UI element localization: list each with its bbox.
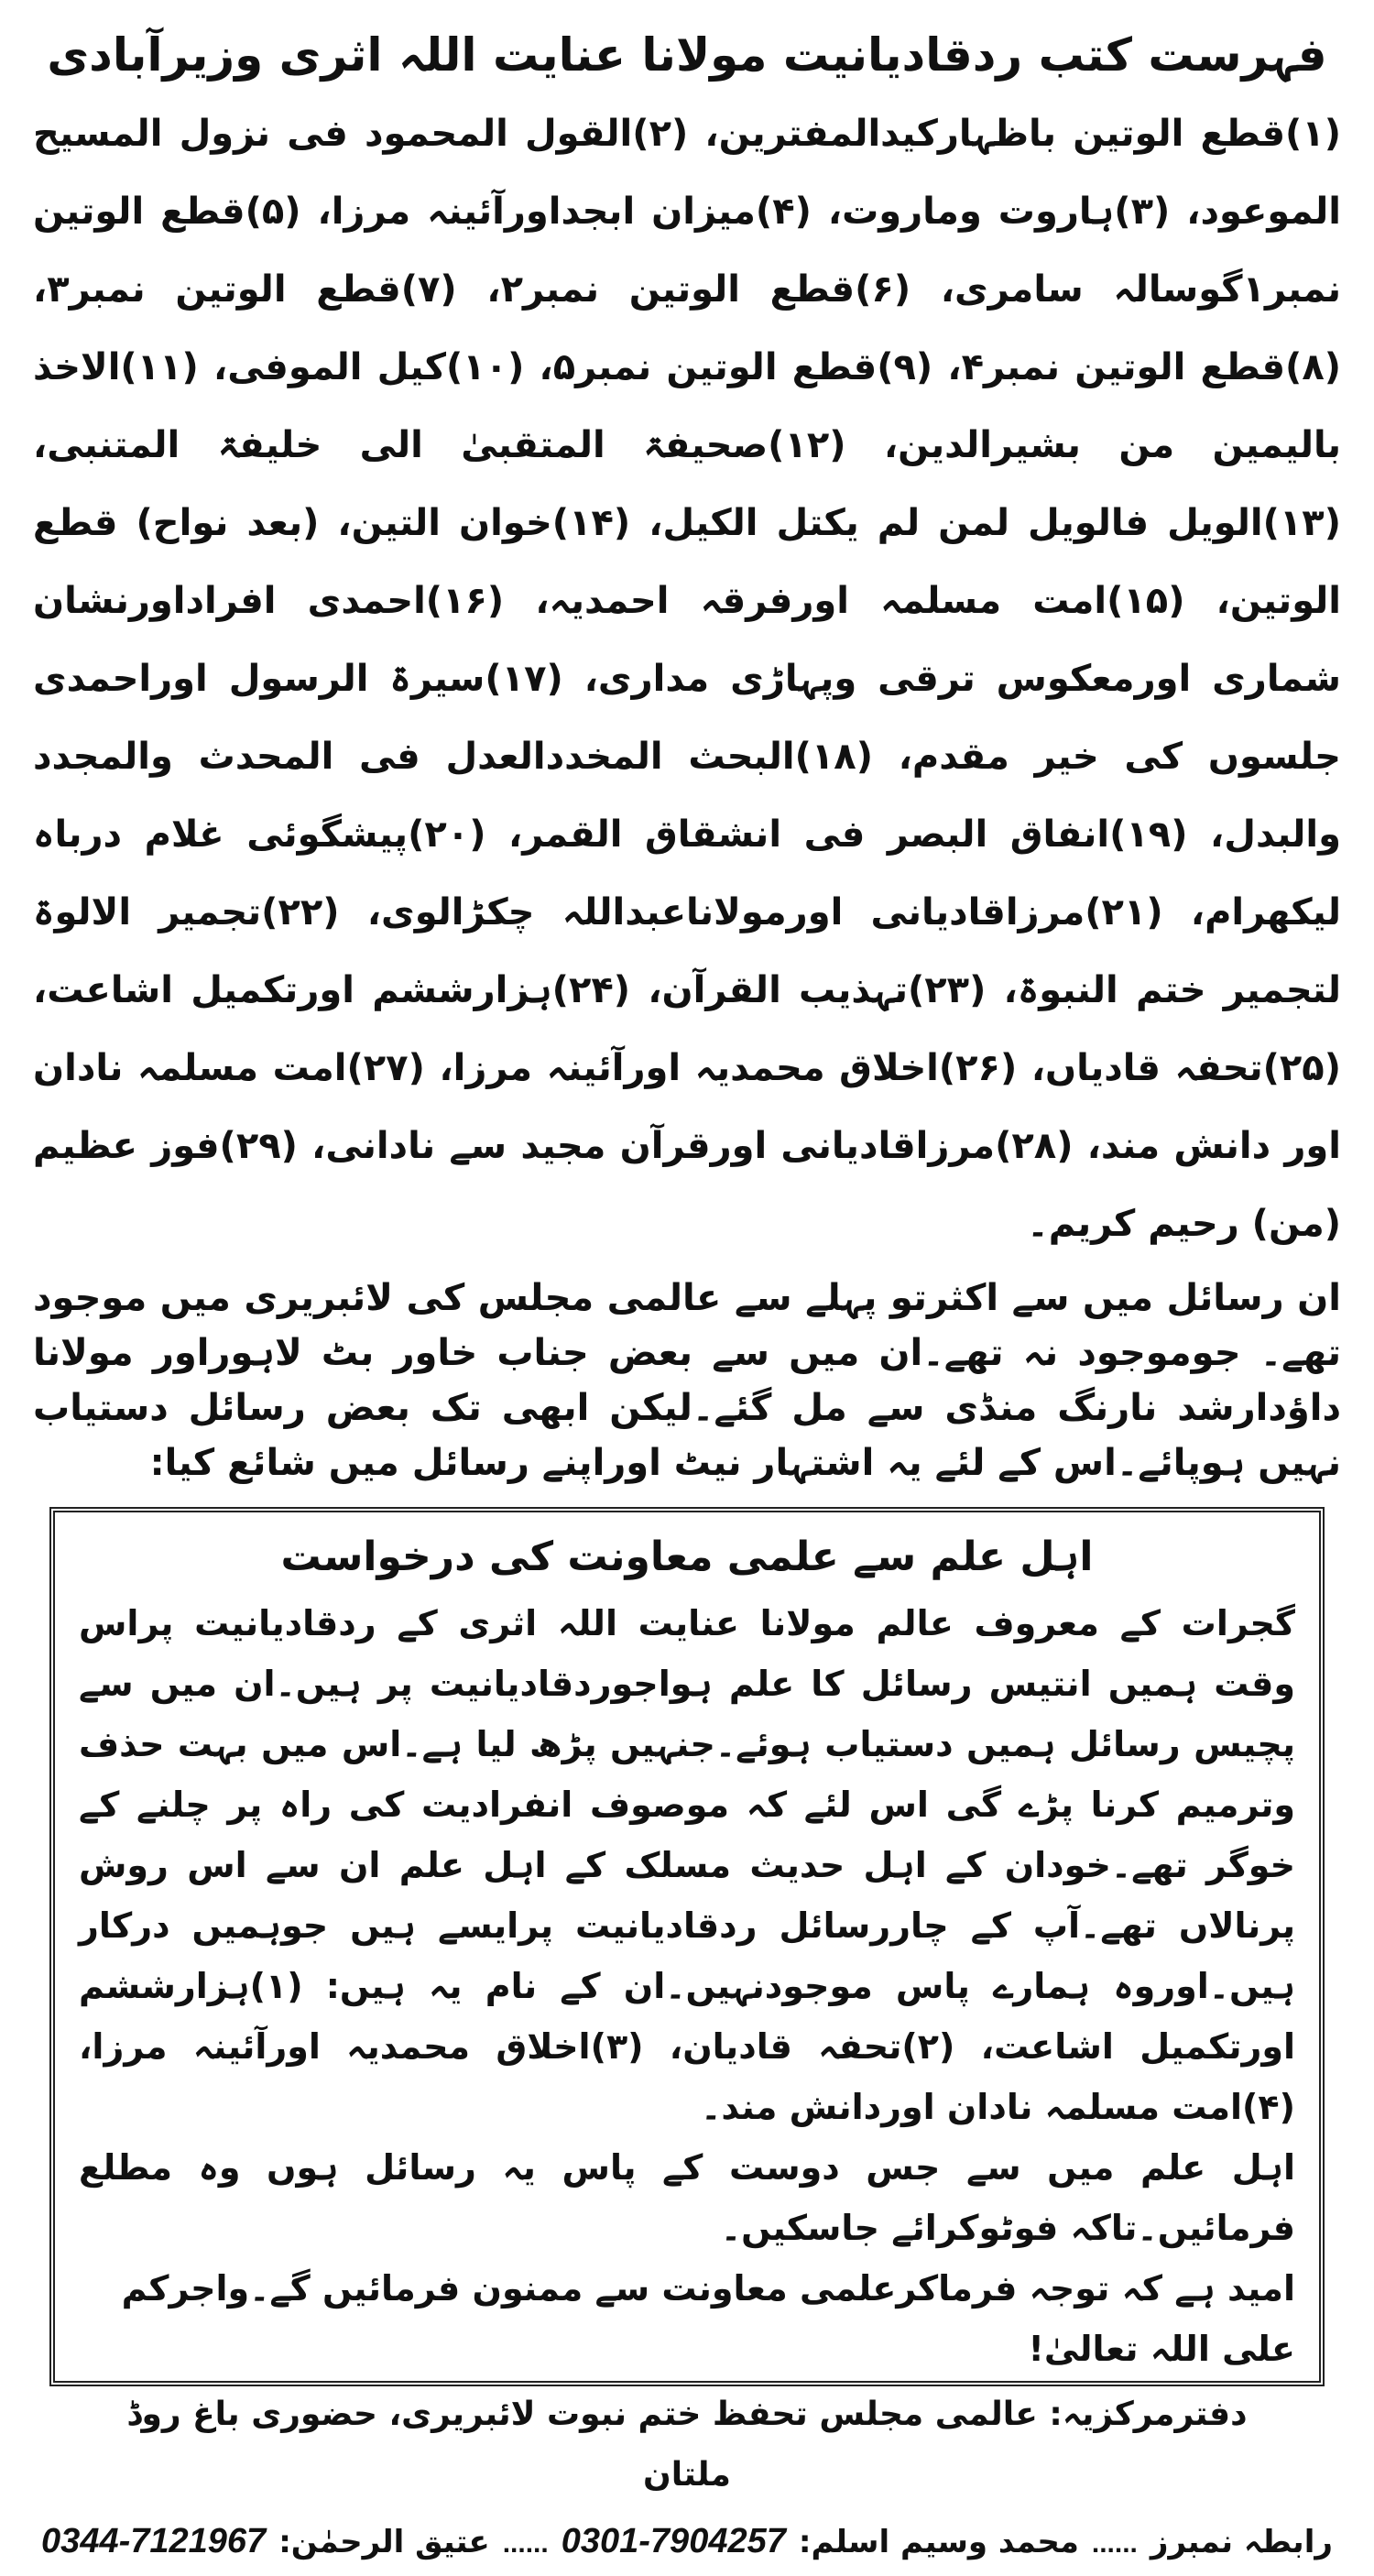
- request-notice-box: [41, 1507, 1333, 2560]
- request-body: گجرات کے معروف عالم مولانا عنایت اللہ اثری کے ردقادیانیت پراس وقت ہمیں انتیس رسائل کا علم ہواجوردقادیانیت پر ہیں۔ان میں سے پچیس رسائل ہمیں دستیاب ہوئے۔جنہیں پڑھ لیا ہے۔اس میں بہت حذف وترمیم کرنا پڑے گی اس لئے کہ موصوف انفرادیت کی راہ پر چلنے کے خوگر تھے۔خودان کے اہل حدیث مسلک کے اہل علم ان سے اس روش پرنالاں تھے۔آپ کے چاررسائل ردقادیانیت پرایسے ہیں جوہمیں درکار ہیں۔اوروہ ہمارے پاس موجودنہیں۔ان کے نام یہ ہیں: (۱)ہزارششم اورتکمیل اشاعت، (۲)تحفہ قادیان، (۳)اخلاق محمدیہ اورآئینہ مرزا، (۴)امت مسلمہ نادان اوردانش مند۔: [79, 1603, 1295, 2127]
- intro-paragraph: ان رسائل میں سے اکثرتو پہلے سے عالمی مجلس کی لائبریری میں موجود تھے۔ جوموجود نہ تھے۔ان میں سے بعض جناب خاور بٹ لاہوراور مولانا داؤدارشد نارنگ منڈی سے مل گئے۔لیکن ابھی تک بعض رسائل دستیاب نہیں ہوپائے۔اس کے لئے یہ اشتہار نیٹ اوراپنے رسائل میں شائع کیا:: [33, 1277, 1341, 1484]
- contact-phone-2: 0344-7121967: [41, 2522, 267, 2560]
- contact-separator: ......: [1091, 2528, 1138, 2559]
- contact-name-2: عتیق الرحمٰن:: [278, 2524, 490, 2560]
- request-closing: امید ہے کہ توجہ فرماکرعلمی معاونت سے ممنون فرمائیں گے۔واجرکم علی اللہ تعالیٰ!: [121, 2268, 1295, 2369]
- book-list: (۱)قطع الوتین باظہارکیدالمفترین، (۲)القول المحمود فی نزول المسیح الموعود، (۳)ہاروت وماروت، (۴)میزان ابجداورآئینہ مرزا، (۵)قطع الوتین نمبر۱گوسالہ سامری، (۶)قطع الوتین نمبر۲، (۷)قطع الوتین نمبر۳، (۸)قطع الوتین نمبر۴، (۹)قطع الوتین نمبر۵، (۱۰)کیل الموفی، (۱۱)الاخذ بالیمین من بشیرالدین، (۱۲)صحیفۃ المتقبیٰ الی خلیفۃ المتنبی، (۱۳)الویل فالویل لمن لم یکتل الکیل، (۱۴)خوان التین، (بعد نواح) قطع الوتین، (۱۵)امت مسلمہ اورفرقہ احمدیہ، (۱۶)احمدی افراداورنشان شماری اورمعکوس ترقی وپہاڑی مداری، (۱۷)سیرۃ الرسول اوراحمدی جلسوں کی خیر مقدم، (۱۸)البحث المخددالعدل فی المحدث والمجدد والبدل، (۱۹)انفاق البصر فی انشقاق القمر، (۲۰)پیشگوئی غلام درباہ لیکھرام، (۲۱)مرزاقادیانی اورمولاناعبداللہ چکڑالوی، (۲۲)تجمیر الالوۃ لتجمیر ختم النبوۃ، (۲۳)تہذیب القرآن، (۲۴)ہزارششم اورتکمیل اشاعت، (۲۵)تحفہ قادیاں، (۲۶)اخلاق محمدیہ اورآئینہ مرزا، (۲۷)امت مسلمہ نادان اور دانش مند، (۲۸)مرزاقادیانی اورقرآن مجید سے نادانی، (۲۹)فوز عظیم (من) رحیم کریم۔: [33, 113, 1342, 1245]
- contact-separator: ......: [502, 2528, 549, 2559]
- contact-numbers: [41, 2509, 1333, 2576]
- office-address: دفترمرکزیہ: عالمی مجلس تحفظ ختم نبوت لائبریری، حضوری باغ روڈ ملتان: [126, 2396, 1248, 2494]
- contact-name-1: محمد وسیم اسلم:: [798, 2524, 1079, 2560]
- contact-label: رابطہ نمبرز: [1150, 2524, 1333, 2560]
- contact-phone-1: 0301-7904257: [561, 2522, 786, 2560]
- request-appeal: اہل علم میں سے جس دوست کے پاس یہ رسائل ہوں وہ مطلع فرمائیں۔تاکہ فوٹوکرائے جاسکیں۔: [79, 2147, 1295, 2248]
- page-title: فہرست کتب ردقادیانیت مولانا عنایت اللہ اثری وزیرآبادی: [47, 28, 1327, 82]
- request-heading: اہل علم سے علمی معاونت کی درخواست: [280, 1534, 1094, 1580]
